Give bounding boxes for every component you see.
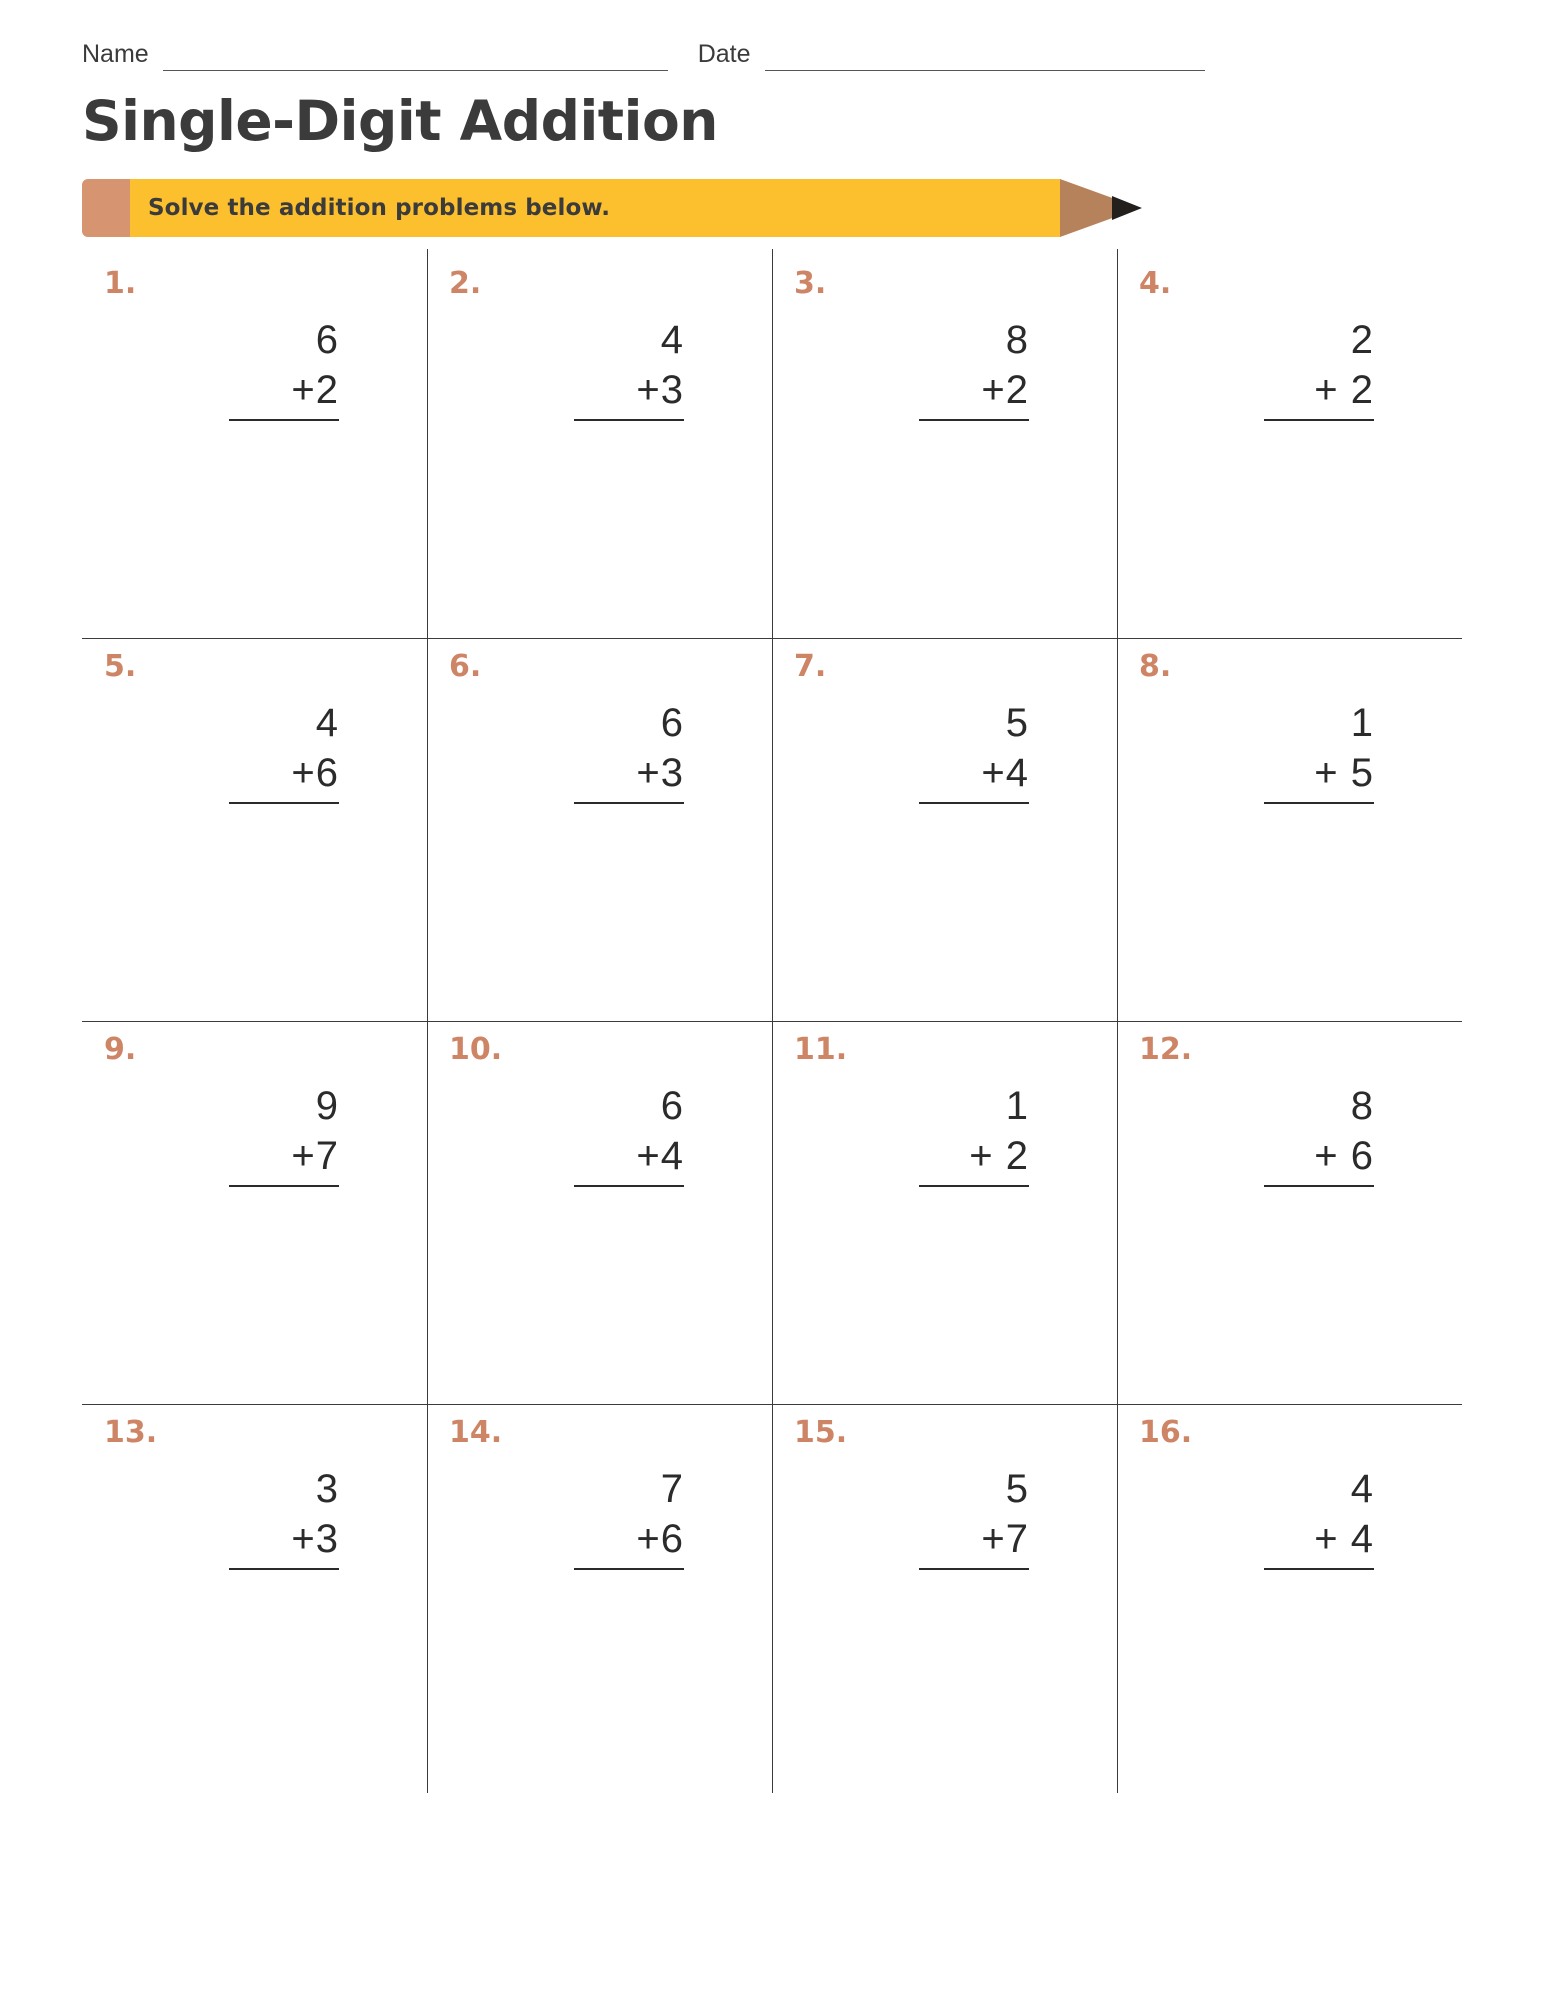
- addend-bottom: +3: [636, 367, 684, 412]
- pencil-eraser-icon: [82, 179, 134, 237]
- answer-line[interactable]: [574, 419, 684, 421]
- pencil-body: [130, 179, 1060, 237]
- addend-bottom: +4: [636, 1133, 684, 1178]
- problem-cell: [1117, 638, 1462, 1021]
- answer-line[interactable]: [229, 419, 339, 421]
- problem-number: 3.: [794, 265, 827, 301]
- problem-cell: [82, 1021, 427, 1404]
- addend-top: 8: [1005, 317, 1029, 362]
- problem-expression: [1117, 1081, 1462, 1187]
- answer-line[interactable]: [919, 1568, 1029, 1570]
- addend-bottom: +3: [291, 1516, 339, 1561]
- problem-cell: [772, 1404, 1117, 1787]
- problem-expression: [427, 1081, 772, 1187]
- date-label: Date: [697, 40, 751, 68]
- name-label: Name: [82, 40, 149, 68]
- addend-bottom: +6: [291, 750, 339, 795]
- addend-top: 6: [660, 700, 684, 745]
- problem-expression: [427, 315, 772, 421]
- problem-cell: [1117, 1021, 1462, 1404]
- problem-grid: [82, 255, 1462, 1787]
- answer-line[interactable]: [919, 419, 1029, 421]
- problem-cell: [772, 638, 1117, 1021]
- pencil-tip-icon: [1112, 196, 1142, 220]
- addend-top: 4: [315, 700, 339, 745]
- problem-cell: [82, 1404, 427, 1787]
- page-title: Single-Digit Addition: [82, 89, 718, 153]
- addend-bottom: +2: [291, 367, 339, 412]
- addend-top: 1: [1350, 700, 1374, 745]
- problem-expression: [1117, 315, 1462, 421]
- answer-line[interactable]: [1264, 1568, 1374, 1570]
- addend-bottom: + 5: [1314, 750, 1374, 795]
- problem-number: 8.: [1139, 648, 1172, 684]
- addend-top: 8: [1350, 1083, 1374, 1128]
- answer-line[interactable]: [574, 1185, 684, 1187]
- problem-cell: [1117, 1404, 1462, 1787]
- answer-line[interactable]: [919, 1185, 1029, 1187]
- problem-number: 13.: [104, 1414, 158, 1450]
- addend-top: 6: [660, 1083, 684, 1128]
- addend-bottom: +7: [981, 1516, 1029, 1561]
- addend-bottom: +7: [291, 1133, 339, 1178]
- problem-expression: [772, 1081, 1117, 1187]
- addend-bottom: + 2: [969, 1133, 1029, 1178]
- answer-line[interactable]: [229, 802, 339, 804]
- problem-cell: [427, 255, 772, 638]
- date-input[interactable]: [765, 44, 1205, 71]
- answer-line[interactable]: [919, 802, 1029, 804]
- problem-expression: [772, 698, 1117, 804]
- answer-line[interactable]: [1264, 802, 1374, 804]
- problem-number: 1.: [104, 265, 137, 301]
- problem-number: 9.: [104, 1031, 137, 1067]
- addend-top: 2: [1350, 317, 1374, 362]
- problem-cell: [427, 638, 772, 1021]
- answer-line[interactable]: [574, 802, 684, 804]
- addend-top: 1: [1005, 1083, 1029, 1128]
- addend-top: 7: [660, 1466, 684, 1511]
- answer-line[interactable]: [1264, 1185, 1374, 1187]
- problem-expression: [1117, 698, 1462, 804]
- name-date-row: [82, 0, 1463, 71]
- addend-bottom: +6: [636, 1516, 684, 1561]
- problem-expression: [772, 1464, 1117, 1570]
- problem-number: 6.: [449, 648, 482, 684]
- problem-cell: [772, 1021, 1117, 1404]
- problem-expression: [427, 1464, 772, 1570]
- problem-number: 5.: [104, 648, 137, 684]
- problem-expression: [427, 698, 772, 804]
- answer-line[interactable]: [1264, 419, 1374, 421]
- answer-line[interactable]: [574, 1568, 684, 1570]
- answer-line[interactable]: [229, 1185, 339, 1187]
- problem-number: 12.: [1139, 1031, 1193, 1067]
- addend-bottom: +2: [981, 367, 1029, 412]
- problem-number: 15.: [794, 1414, 848, 1450]
- addend-top: 9: [315, 1083, 339, 1128]
- problem-number: 16.: [1139, 1414, 1193, 1450]
- problem-cell: [427, 1404, 772, 1787]
- addend-bottom: +3: [636, 750, 684, 795]
- addend-top: 4: [660, 317, 684, 362]
- problem-cell: [427, 1021, 772, 1404]
- answer-line[interactable]: [229, 1568, 339, 1570]
- name-input[interactable]: [163, 44, 668, 71]
- problem-cell: [1117, 255, 1462, 638]
- pencil-banner: [82, 179, 1157, 237]
- problem-expression: [82, 698, 427, 804]
- addend-top: 5: [1005, 700, 1029, 745]
- problem-expression: [82, 1081, 427, 1187]
- problem-number: 10.: [449, 1031, 503, 1067]
- problem-number: 2.: [449, 265, 482, 301]
- addend-bottom: + 6: [1314, 1133, 1374, 1178]
- instruction-text: Solve the addition problems below.: [148, 194, 611, 221]
- addend-bottom: + 2: [1314, 367, 1374, 412]
- problem-number: 4.: [1139, 265, 1172, 301]
- problem-cell: [82, 255, 427, 638]
- addend-top: 5: [1005, 1466, 1029, 1511]
- problem-expression: [772, 315, 1117, 421]
- problem-number: 11.: [794, 1031, 848, 1067]
- problem-cell: [772, 255, 1117, 638]
- addend-bottom: + 4: [1314, 1516, 1374, 1561]
- problem-cell: [82, 638, 427, 1021]
- problem-number: 7.: [794, 648, 827, 684]
- addend-bottom: +4: [981, 750, 1029, 795]
- problem-expression: [1117, 1464, 1462, 1570]
- addend-top: 6: [315, 317, 339, 362]
- problem-expression: [82, 1464, 427, 1570]
- addend-top: 3: [315, 1466, 339, 1511]
- problem-expression: [82, 315, 427, 421]
- problem-number: 14.: [449, 1414, 503, 1450]
- addend-top: 4: [1350, 1466, 1374, 1511]
